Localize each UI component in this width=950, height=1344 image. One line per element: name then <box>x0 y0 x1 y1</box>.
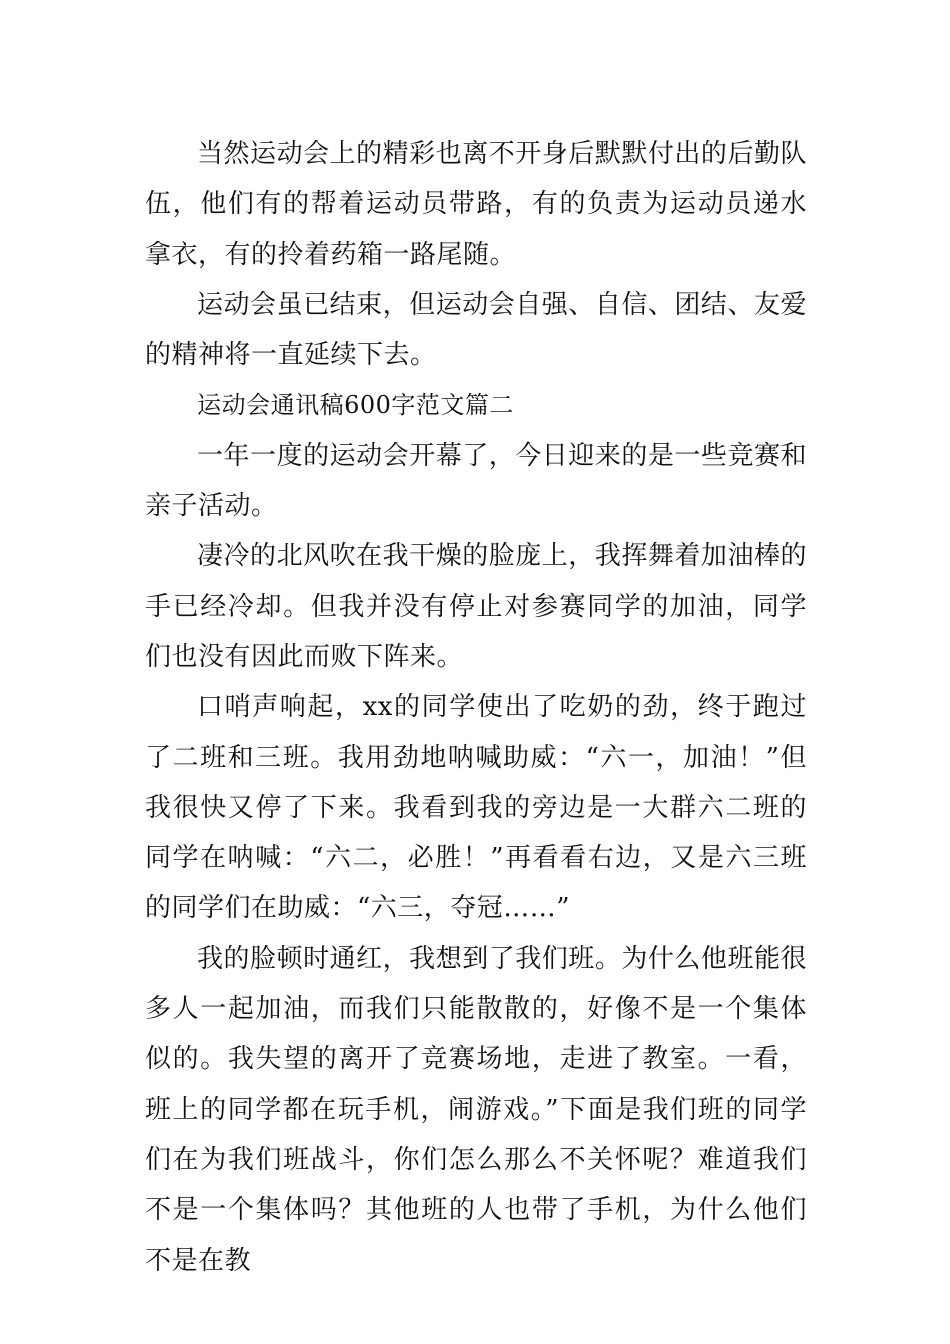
paragraph-3: 一年一度的运动会开幕了，今日迎来的是一些竞赛和亲子活动。 <box>145 440 807 522</box>
paragraph-5: 口哨声响起，xx的同学使出了吃奶的劲，终于跑过了二班和三班。我用劲地呐喊助威：“六一，加油！”但我很快又停了下来。我看到我的旁边是一大群六二班的同学在呐喊：“六二，必胜！”再看看右边，又是六三班的同学们在助威：“六三，夺冠……” <box>145 692 807 924</box>
paragraph-6: 我的脸顿时通红，我想到了我们班。为什么他班能很多人一起加油，而我们只能散散的，好像不是一个集体似的。我失望的离开了竞赛场地，走进了教室。一看，班上的同学都在玩手机，闹游戏。”下面是我们班的同学们在为我们班战斗，你们怎么那么不关怀呢？难道我们不是一个集体吗？其他班的人也带了手机，为什么他们不是在教 <box>145 943 807 1276</box>
paragraph-4: 凄冷的北风吹在我干燥的脸庞上，我挥舞着加油棒的手已经冷却。但我并没有停止对参赛同学的加油，同学们也没有因此而败下阵来。 <box>145 541 807 672</box>
paragraph-2: 运动会虽已结束，但运动会自强、自信、团结、友爱的精神将一直延续下去。 <box>145 289 807 371</box>
section-title: 运动会通讯稿600字范文篇二 <box>197 391 514 420</box>
document-body <box>145 129 807 1286</box>
paragraph-1: 当然运动会上的精彩也离不开身后默默付出的后勤队伍，他们有的帮着运动员带路，有的负责为运动员递水拿衣，有的拎着药箱一路尾随。 <box>145 139 807 270</box>
